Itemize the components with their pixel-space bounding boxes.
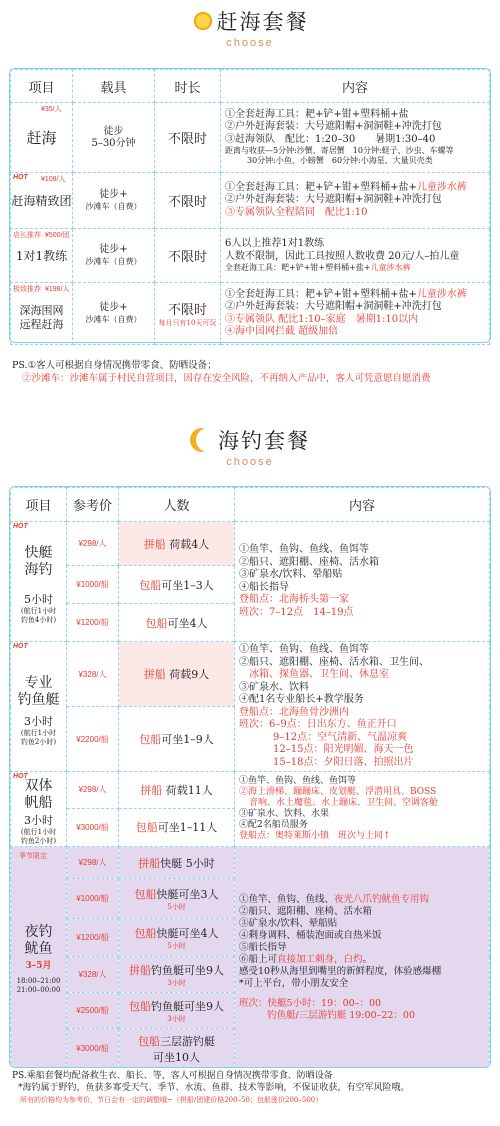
option-desc: 可坐1–11人 [157, 821, 218, 835]
content-line: 全套赶海工具：耙+铲+钳+塑料桶+盐+ [225, 263, 371, 272]
price-label: ¥298/人 [67, 522, 119, 566]
moon-icon [196, 428, 220, 452]
option-sub: 3小时 [167, 1014, 186, 1023]
header-price: 参考价 [67, 488, 119, 522]
hot-tag: HOT [13, 643, 28, 650]
content-line: ①鱼竿、鱼钩、鱼线、鱼饵等 [239, 776, 357, 786]
content-line: ①全套赶海工具：耙+铲+钳+塑料桶+盐+ [225, 288, 417, 300]
content-line: ③专属领队全程陪同 配比1:10 [225, 206, 368, 218]
package-name: 赶海精致团 [11, 194, 72, 208]
header-people: 人数 [119, 488, 235, 522]
table-row[interactable] [11, 847, 490, 879]
option-label [119, 522, 235, 566]
section-header-sea [0, 6, 500, 49]
package-name: 专业 [24, 674, 53, 691]
package-name: 1对1教练 [15, 249, 68, 263]
option-label [119, 642, 235, 707]
hot-tag: HOT [13, 773, 28, 780]
option-kind: 包船 [129, 999, 151, 1013]
content-line: ③赶海领队 配比：1:20–30 暑期1:30–40 [225, 133, 436, 145]
vehicle-sub: 沙滩车（自费） [85, 201, 142, 211]
hot-tag: HOT [13, 174, 28, 181]
package-name-line2: 远程赶海 [19, 317, 64, 331]
content-small: 距离与收获—5分钟:沙蟹、寄居蟹 10分钟:蛏子、沙虫、车螺等 [225, 146, 454, 156]
vehicle: 徒步 [103, 125, 124, 137]
content-line: 6人以上推荐1对1教练 [225, 238, 325, 249]
content-line: ③矿泉水、饮料、水果 [239, 809, 330, 819]
content-highlight: 直接加工刺身，白灼 [277, 953, 363, 965]
table-row[interactable] [11, 283, 490, 345]
content-line: 班次：6–9点：日出东方、鱼正开口 [239, 719, 397, 730]
section-subtitle: choose [226, 456, 274, 468]
table-row[interactable] [11, 173, 490, 229]
content-line: ③矿泉水/饮料、晕船贴 [239, 569, 343, 580]
vehicle-sub: 沙滩车（自费） [85, 256, 142, 266]
option-kind: 包船 [145, 616, 168, 630]
option-kind: 包船 [139, 733, 162, 746]
price-label: ¥1000/船 [67, 879, 119, 919]
content-line: 班次：7–12点 14–19点 [239, 606, 354, 618]
section-title: 赶海套餐 [216, 10, 309, 34]
vehicle: 徒步+ [99, 301, 128, 313]
option-desc: 可坐4人 [167, 616, 208, 630]
option-sub: 3小时 [167, 978, 186, 987]
option-desc: 可坐10人 [153, 1050, 200, 1064]
ps-line: PS.乘船套餐均配备救生衣、船长、等，客人可根据自身情况携带零食、防晒设备 [12, 1071, 333, 1081]
option-label [119, 604, 235, 642]
content-highlight: 儿童涉水裤 [416, 288, 467, 300]
header-duration: 时长 [155, 70, 221, 103]
price-label: ¥328/人 [67, 642, 119, 707]
option-desc: 三层游钓艇 [160, 1034, 215, 1048]
recommend-tag: 店长推荐 [13, 232, 41, 239]
package-name: 双体 [24, 778, 53, 794]
package-time: 5小时 [24, 592, 53, 606]
price-label: ¥328/人 [67, 957, 119, 993]
option-sub: 5小时 [167, 941, 186, 950]
time-sub: 钓鱼2小时) [20, 737, 57, 746]
header-content: 内容 [235, 488, 490, 522]
section-title: 海钓套餐 [218, 429, 310, 453]
content-line: ②户外赶海套装：大号遮阳帽+洞洞鞋+冲洗打包 [225, 194, 442, 206]
content-line: ①鱼竿、鱼钩、鱼线、鱼饵等 [239, 544, 369, 555]
content-line: 冰箱、探鱼器、卫生间、休息室 [249, 669, 389, 680]
option-kind: 拼船 [143, 668, 166, 681]
option-label [119, 879, 235, 919]
price-label: ¥35/人 [41, 106, 62, 113]
table-row[interactable] [11, 642, 490, 707]
table-row[interactable] [11, 103, 490, 173]
option-label [119, 772, 235, 809]
content-small: 30分钟:小鱼、小螃蟹 60分钟:小海星、大量贝壳类 [247, 156, 433, 166]
package-name-line2: 帆船 [24, 795, 53, 811]
option-label [119, 1029, 235, 1069]
option-desc: 快艇可坐4人 [156, 926, 219, 940]
option-kind: 包船 [138, 1034, 160, 1048]
option-kind: 拼船 [143, 537, 166, 551]
package-time: 3–5月 [25, 961, 52, 971]
time-sub: 钓鱼2小时) [20, 837, 57, 845]
duration: 不限时 [167, 303, 207, 318]
hot-tag: HOT [13, 523, 28, 530]
vehicle: 徒步+ [99, 188, 128, 200]
content-highlight: 儿童涉水裤 [370, 263, 411, 272]
recommend-tag: 极致推荐 [13, 286, 41, 293]
package-name: 赶海 [26, 129, 57, 147]
option-desc: 钓鱼艇可坐9人 [151, 999, 224, 1013]
content-line: ③专属领队 配比1:10–家庭 暑期1:10以内 [225, 313, 419, 325]
package-name: 快艇 [24, 544, 53, 561]
time-sub: 18:00–21:00 [16, 977, 61, 985]
sun-icon [192, 10, 214, 32]
ps-line: ②沙滩车：沙滩车属于村民自营项目，因存在安全风险，不再纳入产品中，客人可凭意愿自愿消费 [22, 373, 431, 384]
ps-line: *海钓属于野钓，鱼获多寡受天气、季节、水流、鱼群、技术等影响，不保证收获，有空军风险哦。 [18, 1083, 410, 1093]
option-label [119, 847, 235, 879]
content-line: 感受10秒从海里到嘴里的新鲜程度，体验感爆棚 [239, 965, 442, 977]
package-time: 3小时 [24, 814, 53, 827]
price-label: ¥1000/船 [67, 566, 119, 604]
content-line: 登船点：北海鱼骨沙洲内 [239, 706, 349, 718]
package-name-line2: 钓鱼艇 [17, 691, 60, 708]
content-line: ⑥船上可直接加工刺身，白灼。 [239, 953, 373, 965]
content-line: ②船只、遮阳棚、座椅、活水箱、卫生间、 [239, 656, 429, 668]
option-label [119, 919, 235, 957]
content-line: 12–15点：阳光明媚、海天一色 [273, 744, 414, 755]
content-line: *可上平台，带小朋友安全 [239, 977, 349, 989]
time-sub: 21:00–00:00 [16, 986, 61, 994]
content-line: 音响、水上魔毯、水上蹦床、卫生间、空调客舱 [249, 798, 439, 808]
ps-note-fishing [12, 1070, 410, 1106]
content-line: ③矿泉水/饮料、晕船贴 [239, 917, 338, 929]
content-line: 登船点：北海桥头第一家 [239, 594, 349, 605]
price-label: ¥198/人 [45, 286, 70, 293]
package-name: 夜钓 [24, 924, 53, 940]
vehicle-sub: 沙滩车（自费） [85, 314, 142, 324]
ps-note-sea [12, 359, 431, 385]
option-kind: 拼船 [138, 856, 161, 870]
option-desc: 荷载11人 [165, 783, 213, 797]
content-line: ③矿泉水、饮料 [239, 681, 309, 693]
table-row[interactable] [11, 229, 490, 283]
option-label [119, 808, 235, 846]
content-line: ①全套赶海工具：耙+铲+钳+塑料桶+盐 [225, 108, 409, 120]
price-label: ¥2200/船 [67, 707, 119, 772]
content-line: 钓鱼艇/三层游钓艇 19:00–22：00 [267, 1009, 416, 1021]
time-sub: (航行1小时 [20, 828, 57, 836]
duration: 不限时 [155, 229, 221, 283]
content-line: ①鱼竿、鱼钩、鱼线、 [239, 893, 335, 905]
option-sub: 5小时 [167, 902, 186, 911]
option-label [119, 957, 235, 993]
option-desc: 钓鱼艇可坐9人 [151, 963, 224, 977]
price-label: ¥1200/船 [67, 604, 119, 642]
option-label [119, 707, 235, 772]
option-kind: 包船 [134, 887, 157, 901]
content-line: ②海上滑梯、蹦蹦床、皮划艇、浮潜用具、BOSS [239, 787, 437, 797]
price-label: ¥3000/船 [67, 1029, 119, 1069]
table-row[interactable] [11, 772, 490, 809]
content-highlight: 夜光八爪钓鱿鱼专用钩 [334, 893, 430, 905]
content-line: ④剩身调料、桶装泡面或自热米饭 [239, 929, 382, 941]
content-line: ①全套赶海工具：耙+铲+钳+塑料桶+盐+ [225, 181, 417, 193]
option-label [119, 993, 235, 1029]
content-line: 班次：快艇5小时：19：00–：00 [239, 997, 382, 1009]
option-kind: 包船 [139, 578, 162, 592]
option-kind: 拼船 [129, 963, 151, 977]
option-kind: 包船 [135, 821, 158, 835]
time-sub: 钓鱼4小时) [20, 615, 57, 624]
price-label: ¥2500/船 [67, 993, 119, 1029]
vehicle: 徒步+ [99, 243, 128, 255]
option-kind: 包船 [134, 926, 157, 940]
price-label: ¥1200/船 [67, 919, 119, 957]
content-highlight: 儿童涉水裤 [416, 181, 467, 193]
content-line: ②户外赶海套装：大号遮阳帽+洞洞鞋+冲洗打包 [225, 121, 442, 133]
option-label [119, 566, 235, 604]
header-vehicle: 载具 [73, 70, 155, 103]
season-tag: 季节限定 [19, 853, 47, 860]
content-line: ④配1名专业船长+教学服务 [239, 694, 364, 705]
price-label: ¥500/团 [45, 232, 70, 239]
option-desc: 快艇可坐3人 [156, 887, 219, 901]
option-kind: 拼船 [140, 783, 163, 797]
time-sub: (航行1小时 [20, 728, 57, 737]
table-row[interactable] [11, 522, 490, 566]
time-sub: (航行1小时 [20, 606, 57, 615]
package-name-line2: 海钓 [24, 561, 53, 578]
content-line: ⑤船长指导 [239, 941, 287, 953]
content-line: ④船长指导 [239, 581, 289, 593]
sea-package-table [9, 68, 491, 343]
option-desc: 快艇 5小时 [160, 856, 215, 870]
duration: 不限时 [155, 173, 221, 229]
price-label: ¥108/人 [41, 176, 66, 183]
content-line: 15–18点：夕阳日落、拍照出片 [273, 756, 414, 768]
package-name-line2: 鱿鱼 [24, 941, 53, 957]
package-time: 3小时 [24, 714, 53, 728]
option-desc: 可坐1–9人 [161, 733, 214, 746]
content-line: 9–12点：空气清新、气温凉爽 [273, 731, 408, 743]
table-header-row [11, 488, 490, 522]
price-label: ¥298/人 [67, 772, 119, 809]
header-content: 内容 [221, 70, 490, 103]
option-desc: 荷载4人 [169, 537, 210, 551]
vehicle-sub: 5–30分钟 [91, 137, 136, 149]
header-project: 项目 [11, 70, 73, 103]
content-line: ④配2名船员服务 [239, 820, 308, 830]
ps-line: PS.①客人可根据自身情况携带零食、防晒设备； [12, 360, 217, 371]
option-desc: 可坐1–3人 [161, 578, 214, 592]
price-label: ¥3000/船 [67, 808, 119, 846]
option-desc: 荷载9人 [169, 668, 210, 681]
price-label: ¥298/人 [67, 847, 119, 879]
duration: 不限时 [155, 103, 221, 173]
section-subtitle: choose [226, 37, 274, 49]
content-line: ②船只、遮阳棚、座椅、活水箱 [239, 556, 379, 568]
content-line: ④海中国网拦截 超级加倍 [225, 326, 339, 337]
content-line: 人数不限制，因此工具按照人数收费 20元/人–拍儿童 [225, 250, 460, 262]
content-line: 登船点：奥特莱斯小镇 班次与上同↑ [239, 831, 391, 841]
section-header-fishing [0, 425, 500, 468]
header-project: 项目 [11, 488, 67, 522]
table-header-row [11, 70, 490, 103]
duration-note: 每月只有10天可玩 [158, 319, 217, 327]
fishing-package-table [9, 486, 491, 1068]
content-line: ②户外赶海套装：大号遮阳帽+洞洞鞋+冲洗打包 [225, 301, 442, 312]
content-line: ①鱼竿、鱼钩、鱼线、鱼饵等 [239, 644, 369, 655]
content-line: ②船只、遮阳棚、座椅、活水箱 [239, 905, 373, 917]
ps-line: 所有的价格均为参考价，节日会有一定的调整哦~（拼船/团建价格200–50；包船涨价200–500） [20, 1096, 323, 1104]
package-name: 深海围网 [19, 303, 64, 317]
